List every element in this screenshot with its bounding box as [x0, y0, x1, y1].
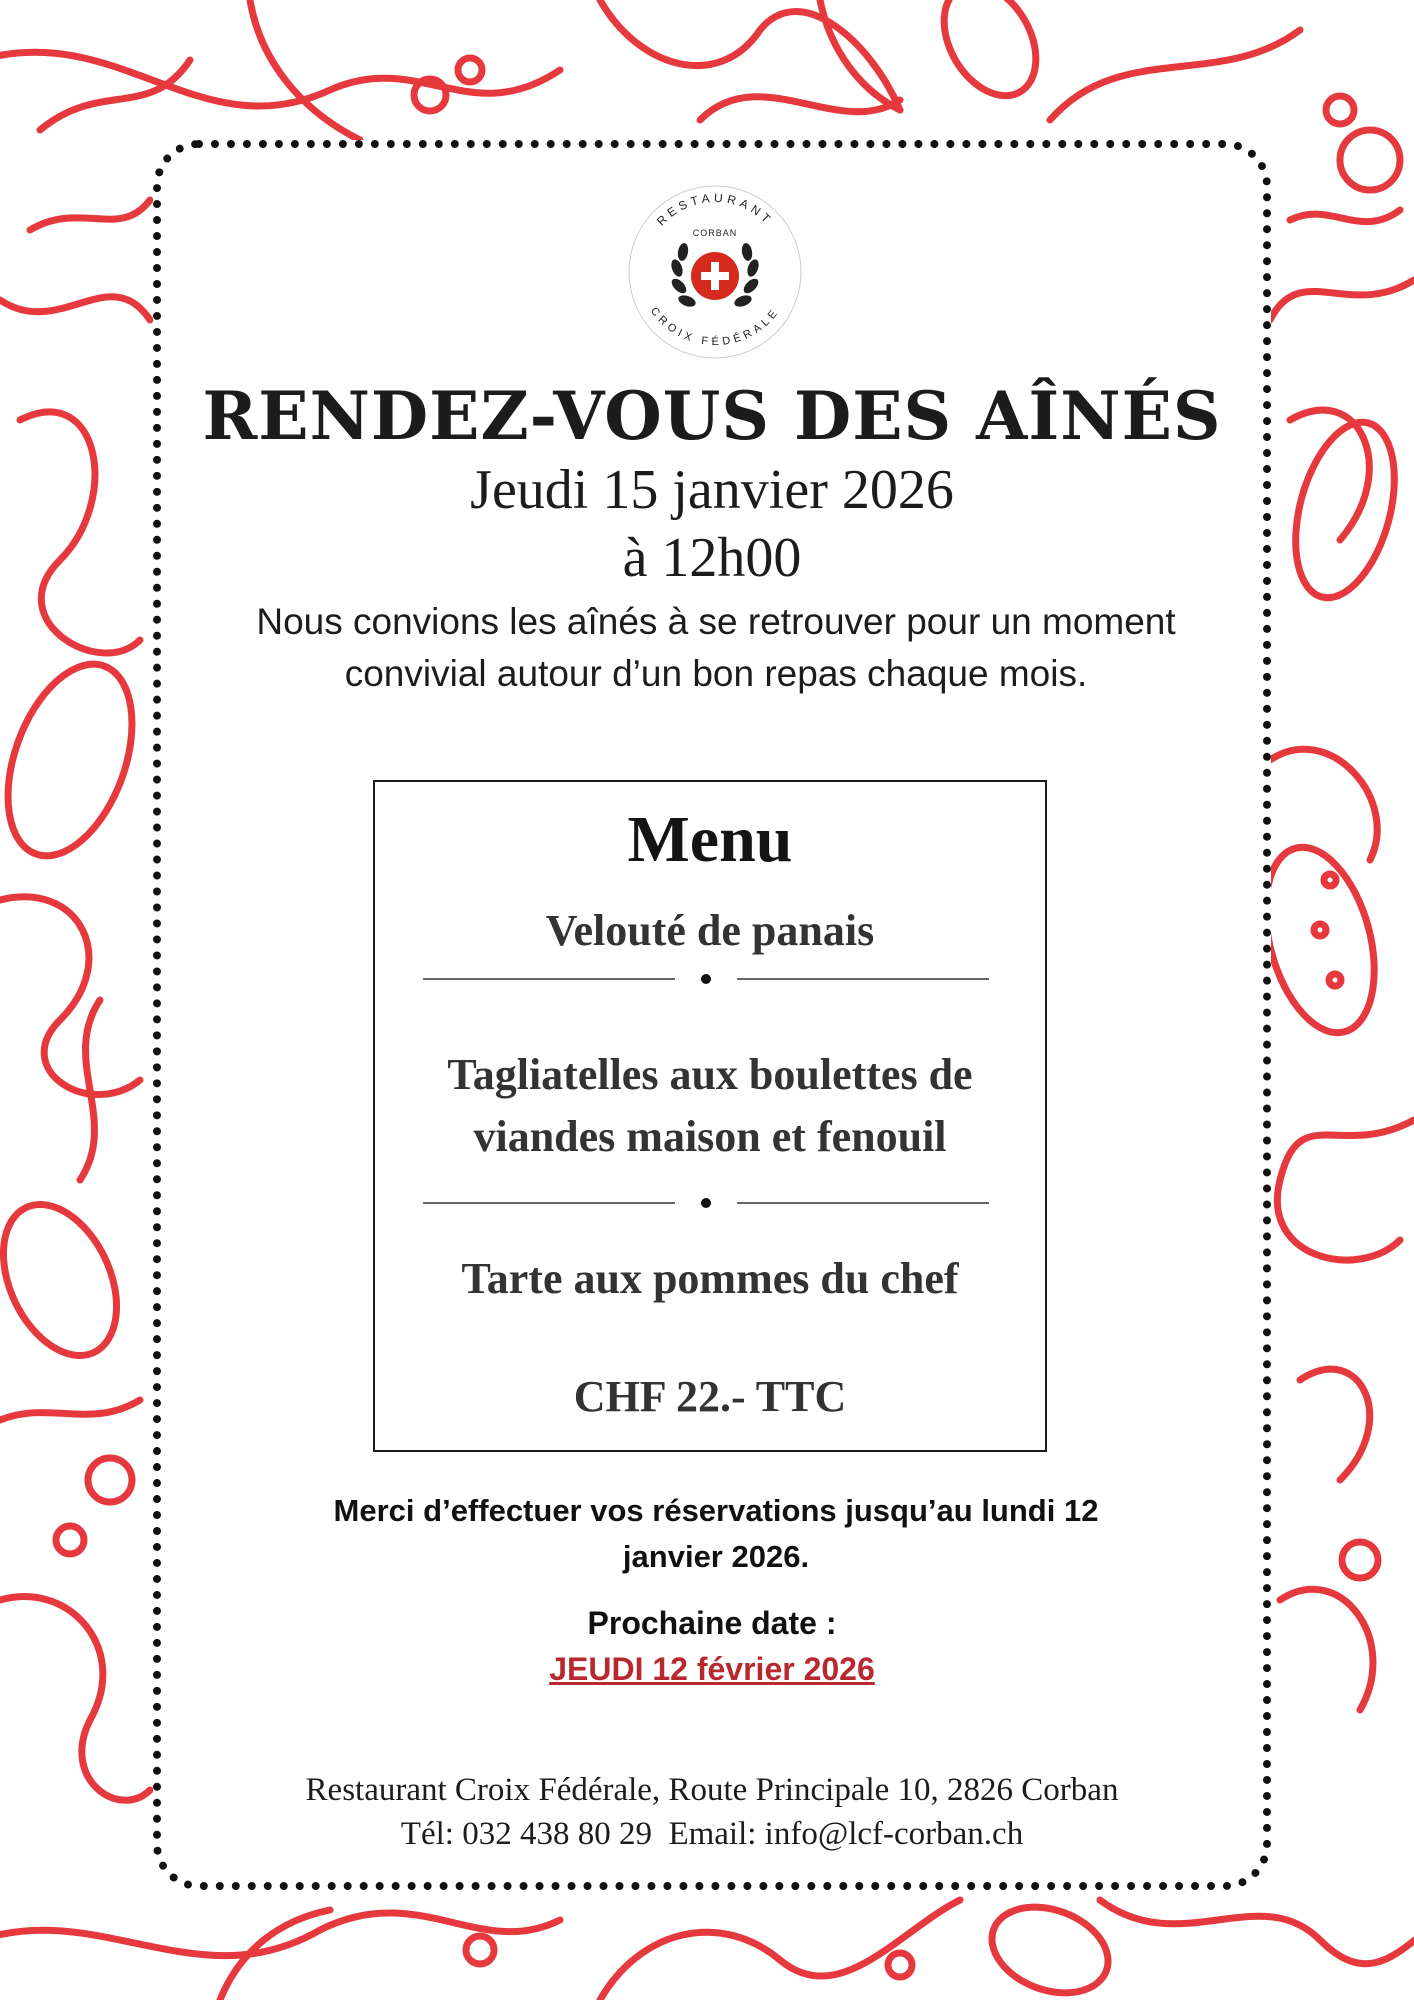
menu-dish-main: Tagliatelles aux boulettes de viandes maison et fenouil [447, 1050, 973, 1161]
logo-top-text: RESTAURANT [653, 190, 777, 229]
reservation-notice: Merci d’effectuer vos réservations jusqu’au lundi 12 janvier 2026. [333, 1493, 1099, 1574]
footer-phone: Tél: 032 438 80 29 [400, 1816, 652, 1852]
logo-bottom-text: CROIX FÉDÉRALE [647, 305, 783, 349]
menu-divider [423, 972, 989, 986]
svg-text:RESTAURANT [654, 191, 776, 229]
swiss-cross-icon [691, 252, 739, 300]
invitation-card [153, 140, 1271, 1890]
menu-title: Menu [627, 803, 793, 876]
menu-dish-dessert: Tarte aux pommes du chef [461, 1254, 959, 1303]
menu-price: CHF 22.- TTC [573, 1372, 847, 1421]
logo-center-text: CORBAN [692, 228, 738, 238]
menu-dish-starter: Velouté de panais [545, 906, 875, 955]
event-date: Jeudi 15 janvier 2026 [470, 459, 954, 521]
next-date-value: JEUDI 12 février 2026 [549, 1651, 875, 1687]
event-title: RENDEZ-VOUS DES AÎNÉS [202, 377, 1222, 455]
next-date-label: Prochaine date : [587, 1605, 837, 1641]
svg-text:CROIX FÉDÉRALE [648, 305, 782, 348]
footer-contact [161, 1812, 1263, 1856]
event-intro: Nous convions les aînés à se retrouver pour un moment convivial autour d’un bon repas chaque mois. [256, 601, 1176, 694]
footer-email: Email: info@lcf-corban.ch [668, 1816, 1024, 1852]
event-time: à 12h00 [622, 527, 802, 589]
restaurant-logo [615, 172, 815, 372]
footer-address: Restaurant Croix Fédérale, Route Principale 10, 2826 Corban [305, 1772, 1119, 1808]
menu-divider [423, 1196, 989, 1210]
menu-box [373, 780, 1047, 1452]
